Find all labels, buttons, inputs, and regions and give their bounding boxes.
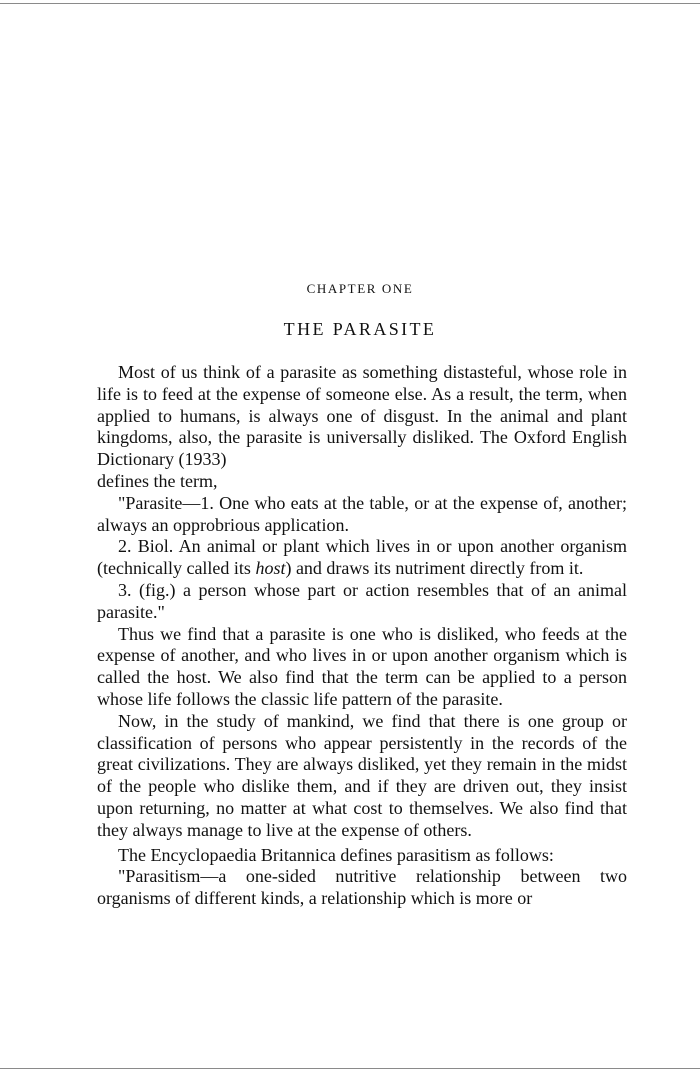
chapter-title: THE PARASITE bbox=[283, 319, 437, 339]
paragraph-parasitism: "Parasitism—a one-sided nutritive relationship between two organisms of different kinds, a relationship which is more or bbox=[97, 866, 627, 909]
paragraph-now: Now, in the study of mankind, we find that there is one group or classification of persons who appear persistently in the records of the great civilizations. They are always disliked, yet they remain in the midst of the people who dislike them, and if they are driven out, they insist upon returning, no matter at what cost to themselves. We also find that they always manage to live at the expense of others. bbox=[97, 710, 627, 840]
page-top-border bbox=[0, 3, 700, 4]
paragraph-intro-end: defines the term, bbox=[97, 470, 218, 491]
page-bottom-border bbox=[0, 1068, 700, 1069]
definition-2-italic: host bbox=[255, 558, 286, 579]
definition-2-end: ) and draws its nutriment directly from it. bbox=[285, 558, 584, 579]
paragraph-britannica: The Encyclopaedia Britannica defines parasitism as follows: bbox=[118, 844, 554, 865]
body-text bbox=[97, 362, 627, 910]
definition-2-start: 2. Biol. An animal or plant which lives in or upon another organism (technically called its bbox=[97, 536, 627, 579]
paragraph-thus: Thus we find that a parasite is one who is disliked, who feeds at the expense of another, and who lives in or upon another organism which is called the host. We also find that the term can be applied to a person whose life follows the classic life pattern of the parasite. bbox=[97, 623, 627, 709]
chapter-label: CHAPTER ONE bbox=[306, 281, 414, 296]
definition-3: 3. (fig.) a person whose part or action resembles that of an animal parasite." bbox=[97, 579, 627, 622]
definition-1: "Parasite—1. One who eats at the table, or at the expense of, another; always an opprobrious application. bbox=[97, 492, 627, 535]
paragraph-intro: Most of us think of a parasite as something distasteful, whose role in life is to feed at the expense of someone else. As a result, the term, when applied to humans, is always one of disgust. In the animal and plant kingdoms, also, the parasite is universally disliked. The Oxford English Dictionary (1933) bbox=[97, 362, 627, 470]
definition-2 bbox=[97, 536, 627, 580]
